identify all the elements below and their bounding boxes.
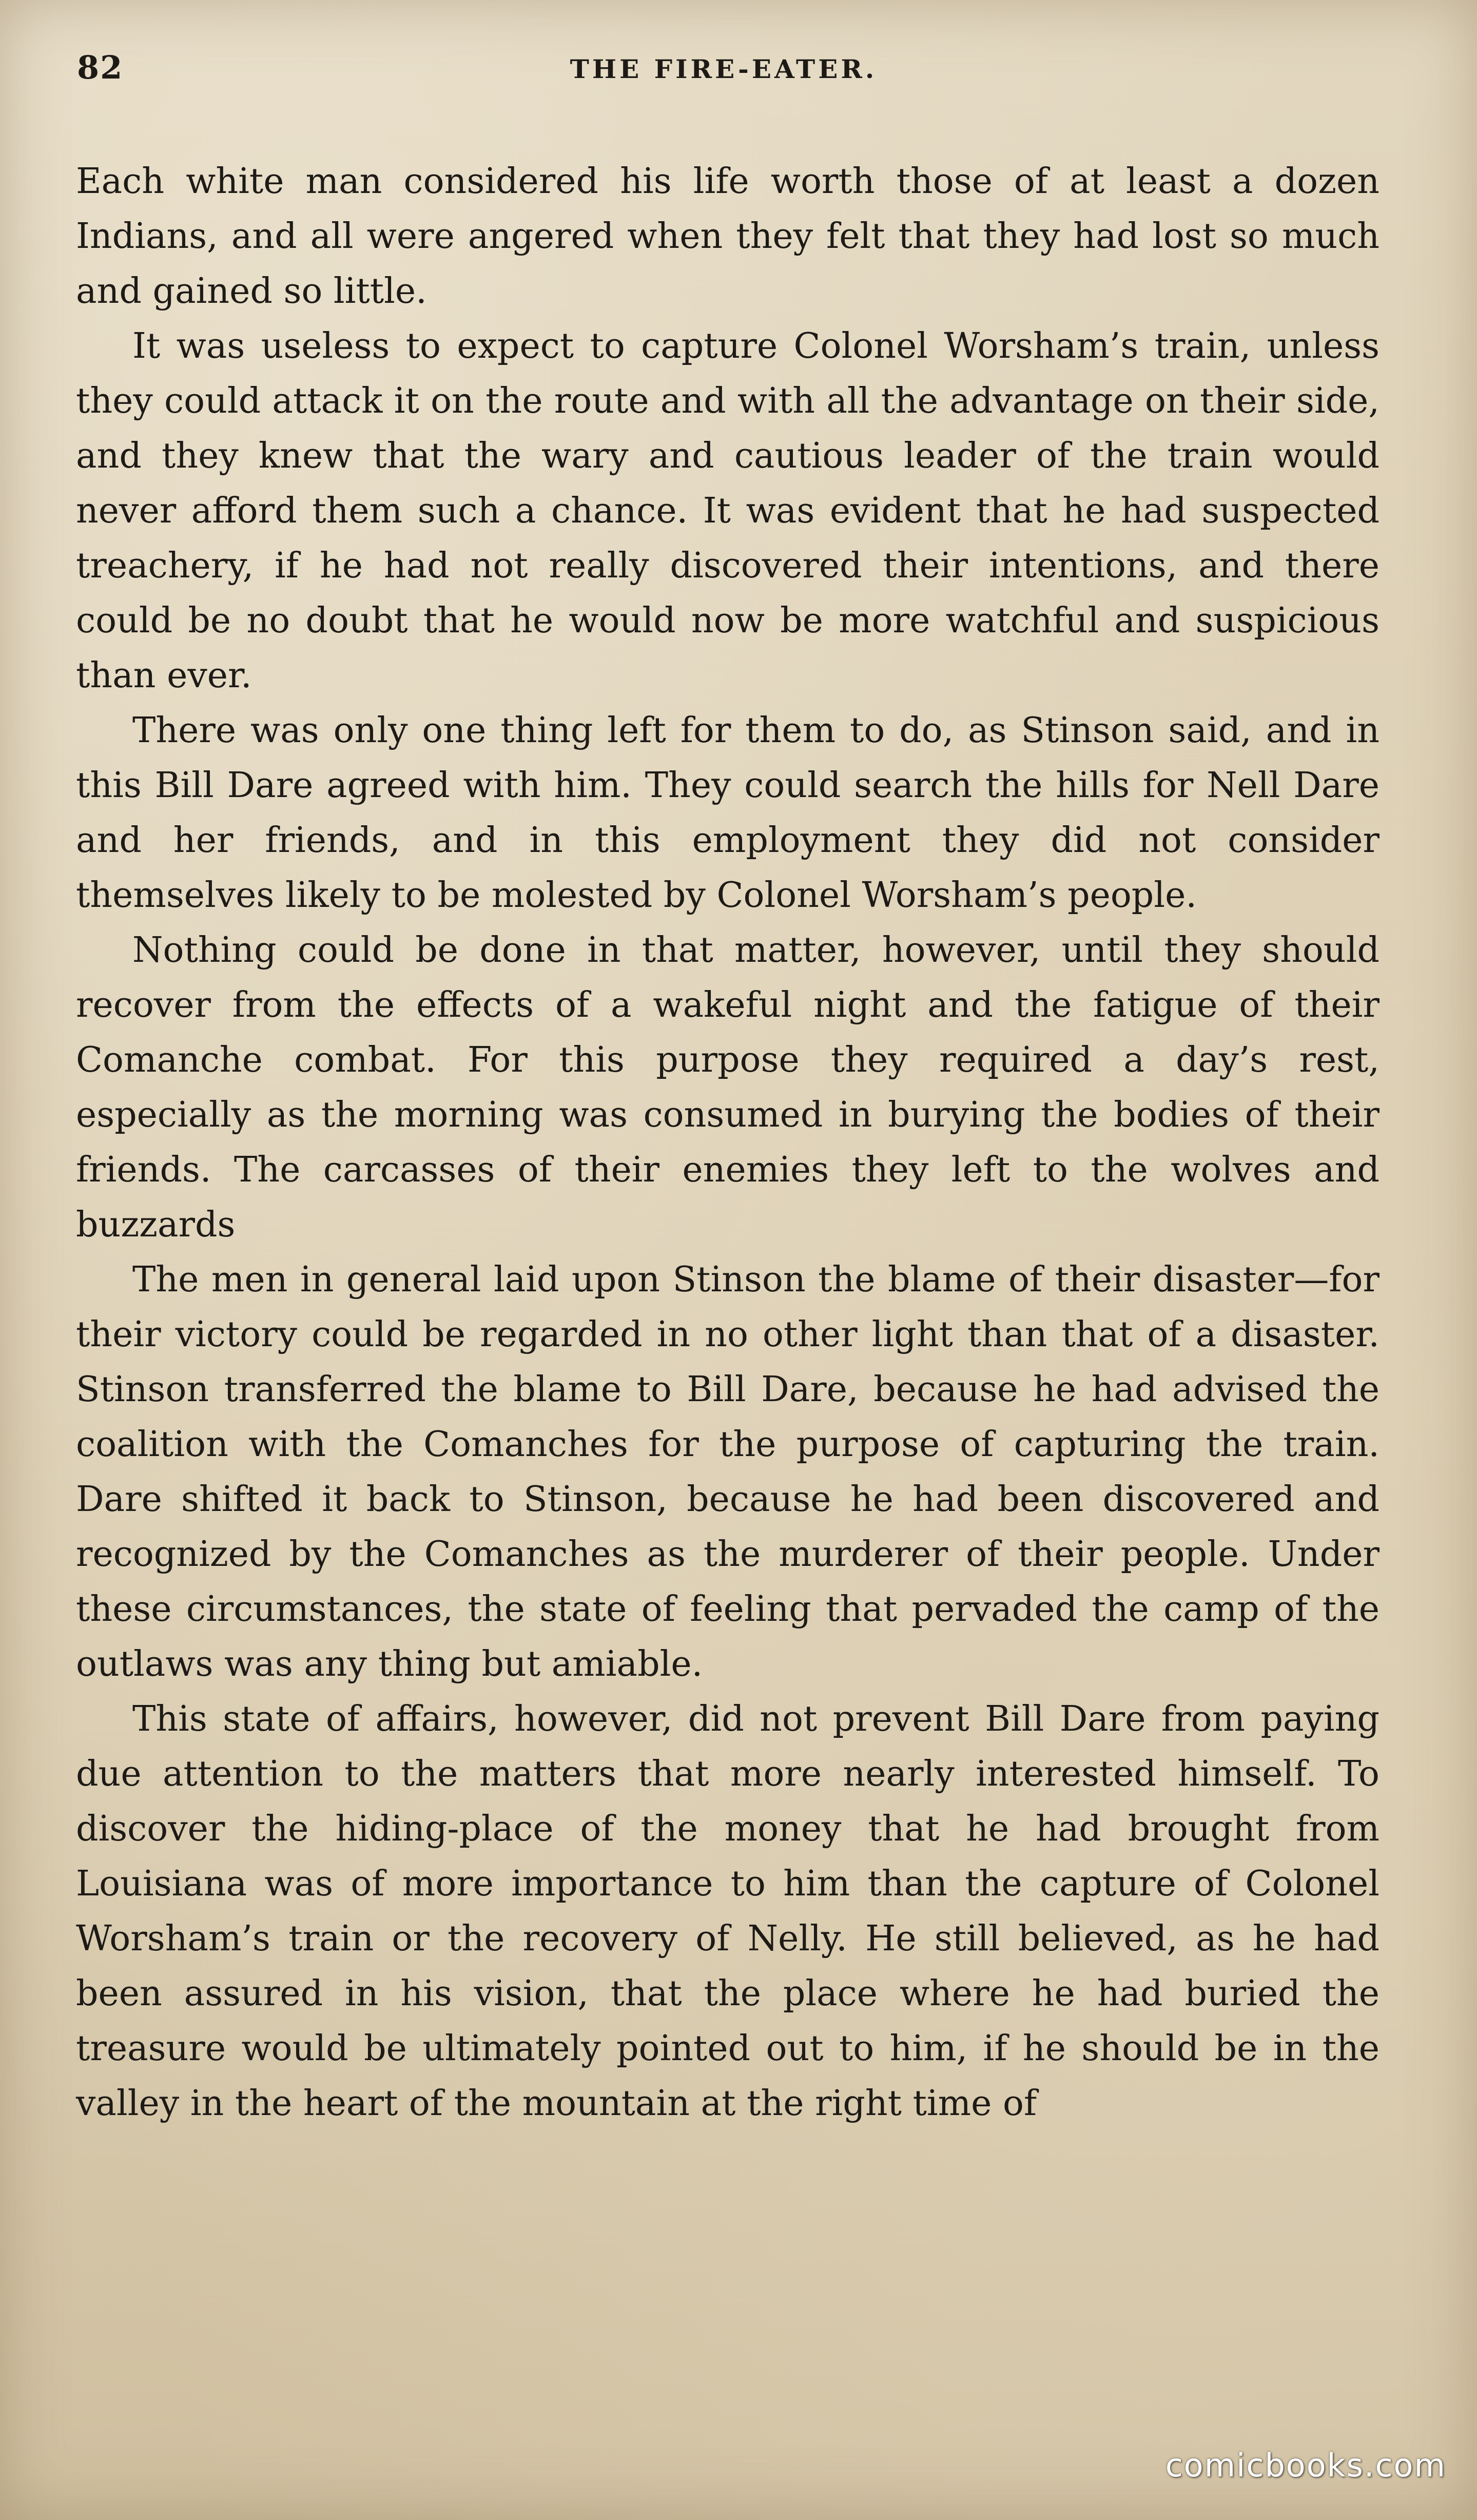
paragraph-5: The men in general laid upon Stinson the blame of their disaster—for their victory could be regarded in no other light than that of a disaster. Stinson transferred the blame to Bill Dare, because he had advised the coalition with the Comanches for the purpose of capturing the train. Dare shifted it back to Stinson, because he had been discovered and recognized by the Comanches as the murderer of their people. Under these circumstances, the state of feeling that pervaded the camp of the outlaws was any thing but amiable.: [76, 1259, 1379, 1684]
paragraph-2: It was useless to expect to capture Colonel Worsham’s train, unless they could attack it on the route and with all the advantage on their side, and they knew that the wary and cautious leader of the train would never afford them such a chance. It was evident that he had suspected treachery, if he had not really discovered their intentions, and there could be no doubt that he would now be more watchful and suspicious than ever.: [76, 326, 1379, 696]
body-text: [76, 154, 1379, 2131]
paragraph-1: Each white man considered his life worth those of at least a dozen Indians, and all were angered when they felt that they had lost so much and gained so little.: [76, 161, 1379, 312]
page-number: 82: [77, 49, 124, 86]
page-header: [77, 49, 1370, 105]
paragraph-6: This state of affairs, however, did not prevent Bill Dare from paying due attention to the matters that more nearly interested himself. To discover the hiding-place of the money that he had brought from Louisiana was of more importance to him than the capture of Colonel Worsham’s train or the recovery of Nelly. He still believed, as he had been assured in his vision, that the place where he had buried the treasure would be ultimately pointed out to him, if he should be in the valley in the heart of the mountain at the right time of: [76, 1699, 1379, 2124]
paragraph-3: There was only one thing left for them to do, as Stinson said, and in this Bill Dare agreed with him. They could search the hills for Nell Dare and her friends, and in this employment they did not consider themselves likely to be molested by Colonel Worsham’s people.: [76, 710, 1379, 916]
running-title: THE FIRE-EATER.: [570, 54, 878, 84]
watermark: comicbooks.com: [1165, 2447, 1446, 2484]
paragraph-4: Nothing could be done in that matter, however, until they should recover from the effects of a wakeful night and the fatigue of their Comanche combat. For this purpose they required a day’s rest, especially as the morning was consumed in burying the bodies of their friends. The carcasses of their enemies they left to the wolves and buzzards: [76, 930, 1379, 1245]
